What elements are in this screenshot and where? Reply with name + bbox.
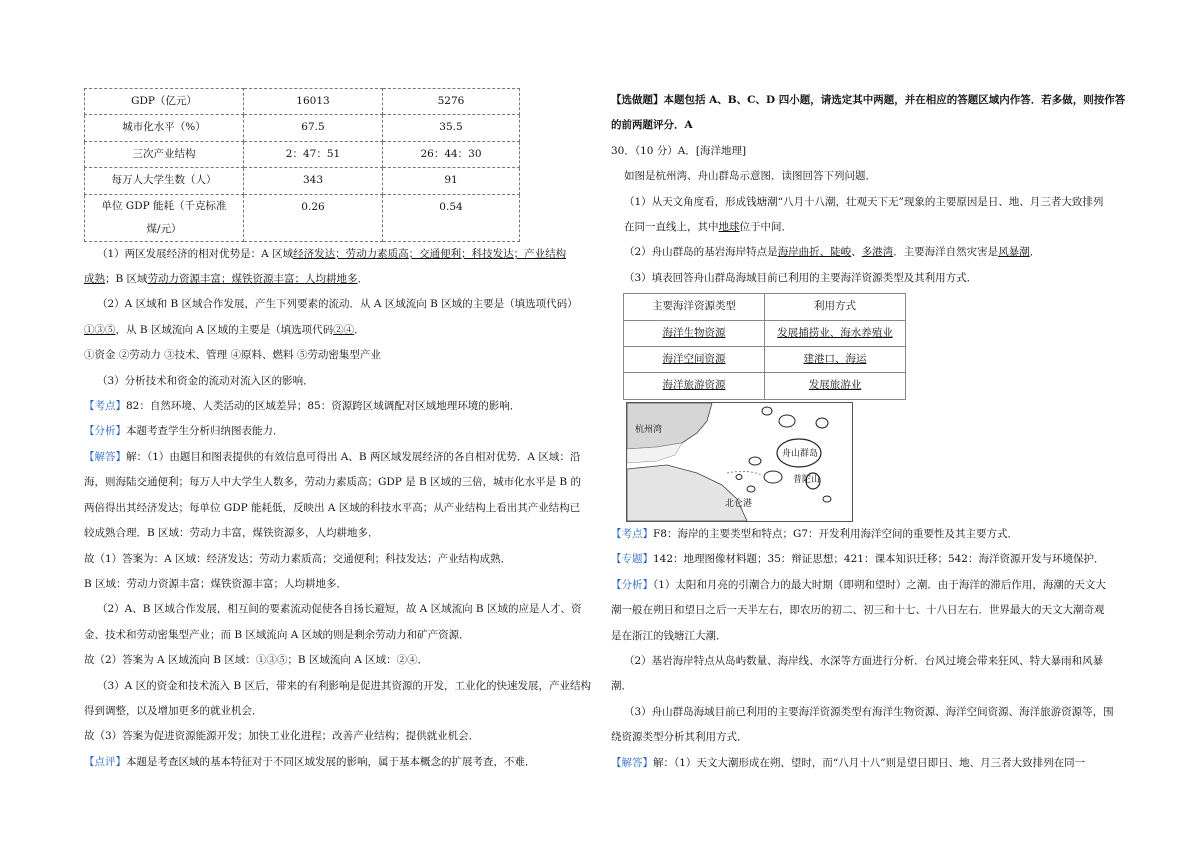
question-text: ．: [357, 273, 369, 286]
table-row: [85, 115, 520, 141]
jieda-tag: 【解答】: [611, 756, 653, 769]
fenxi-text: （1）太阳和月亮的引潮合力的最大时期（即朔和望时）之潮．由于海洋的滞后作用，海潮的天文大: [653, 578, 1106, 591]
map-label-hangzhou: 杭州湾: [635, 424, 663, 435]
dianping-line: [84, 750, 589, 775]
table-row: [624, 347, 906, 373]
table-cell: 67.5: [244, 115, 383, 141]
question-text: ．: [354, 323, 365, 336]
jieda-line: 两倍得出其经济发达；每单位 GDP 能耗低，反映出 A 区域的科技水平高；从产业结构上看出其产业结构已: [84, 501, 581, 514]
table-cell: 发展捕捞业、海水养殖业: [765, 320, 906, 346]
fenxi-text: 本题考查学生分析归纳图表能力．: [126, 425, 284, 438]
kaodian-text: F8：海岸的主要类型和特点；G7：开发利用海洋空间的重要性及其主要方式．: [653, 527, 1019, 540]
table-row: [85, 194, 520, 241]
answer-blank: ②④: [333, 323, 355, 336]
table-cell: 16013: [244, 89, 383, 115]
kaodian-line: [84, 394, 589, 419]
question-3-line: （3）填表回答舟山群岛海域目前已利用的主要海洋资源类型及其利用方式．: [624, 271, 978, 284]
answer-blank: 成熟: [84, 273, 105, 286]
explanation-line: （2）A、B 区域合作发展，相互间的要素流动促使各自扬长避短，故 A 区域流向 B 区域的应是人才、资: [97, 603, 582, 616]
fenxi-line: 是在浙江的钱塘江大潮．: [611, 629, 727, 642]
fenxi-line: 潮．: [611, 680, 632, 693]
answer-line: B 区域：劳动力资源丰富；煤铁资源丰富；人均耕地多．: [84, 577, 348, 590]
answer-line: 故（2）答案为 A 区域流向 B 区域：①③⑤；B 区域流向 A 区域：②④．: [84, 654, 429, 667]
question-text: ，从 B 区域流向 A 区域的主要是（填选项代码: [115, 323, 334, 336]
answer-line: 故（3）答案为促进资源能源开发；加快工业化进程；改善产业结构；提供就业机会．: [84, 730, 480, 743]
zhuanti-tag: 【专题】: [611, 553, 653, 566]
answer-blank: 海岸曲折、陡峻: [777, 246, 852, 259]
table-row: [624, 320, 906, 346]
table-cell: GDP（亿元）: [85, 89, 244, 115]
table-cell: 发展旅游业: [765, 373, 906, 399]
fenxi-line: 绕资源类型分析其利用方式．: [611, 731, 748, 744]
table-cell: 26：44：30: [383, 141, 520, 167]
table-cell: 海洋生物资源: [624, 320, 765, 346]
answer-line: 故（1）答案为：A 区域：经济发达；劳动力素质高；交通便利；科技发达；产业结构成熟．: [84, 552, 512, 565]
question-30-title: 30．（10 分）A．[海洋地理]: [611, 144, 747, 157]
jieda-text: 解：（1）天文大潮形成在朔、望时，而“八月十八”则是望日即日、地、月三者大致排列在同一: [653, 756, 1086, 769]
fenxi-line: [84, 419, 589, 444]
fenxi-line: （2）基岩海岸特点从岛屿数量、海岸线、水深等方面进行分析．台风过境会带来狂风、特大暴雨和风暴: [624, 654, 1104, 667]
table-row: [85, 141, 520, 167]
map-label-beilun: 北仑港: [725, 498, 753, 509]
question-2-line: （2）A 区域和 B 区域合作发展，产生下列要素的流动．从 A 区域流向 B 区域的主要是（填选项代码）: [97, 298, 578, 311]
map-label-zhoushan: 舟山群岛: [782, 448, 819, 459]
answer-blank: ①③⑤: [84, 323, 116, 336]
table-cell: 海洋旅游资源: [624, 373, 765, 399]
gdp-comparison-table: [84, 88, 520, 242]
kaodian-tag: 【考点】: [84, 400, 126, 413]
left-column: [84, 88, 589, 775]
answer-blank: 劳动力资源丰富；煤铁资源丰富；人均耕地多: [147, 273, 358, 286]
table-header-cell: 主要海洋资源类型: [624, 294, 765, 320]
jieda-text: 解：（1）由题目和图表提供的有效信息可得出 A、B 两区域发展经济的各自相对优势．A 区域：沿: [126, 450, 581, 463]
dianping-tag: 【点评】: [84, 755, 126, 768]
table-header-cell: 利用方式: [765, 294, 906, 320]
table-cell: 0.26: [244, 194, 383, 241]
question-1-line: （1）从天文角度看，形成钱塘潮“八月十八潮，壮观天下无”现象的主要原因是日、地、月三者大致排列: [624, 195, 1104, 208]
question-text: ；B 区域: [105, 273, 148, 286]
question-text: 、: [851, 246, 862, 259]
kaodian-line: [611, 522, 1116, 547]
question-3-line: （3）分析技术和资金的流动对流入区的影响．: [97, 374, 314, 387]
table-cell: 建港口、海运: [765, 347, 906, 373]
answer-blank: 风暴潮: [998, 246, 1030, 259]
fenxi-line: 潮一般在朔日和望日之后一天半左右，即农历的初二、初三和十七、十八日左右．世界最大的天文大潮奇观: [611, 604, 1105, 617]
question-text: 在同一直线上，其中: [624, 221, 719, 234]
intro-line: 如图是杭州湾、舟山群岛示意图．读图回答下列问题．: [624, 170, 876, 183]
xuanzuo-line: 的前两题评分．A: [611, 119, 693, 132]
fenxi-line: （3）舟山群岛海域目前已利用的主要海洋资源类型有海洋生物资源、海洋空间资源、海洋旅游资源等，围: [624, 705, 1114, 718]
table-cell: 三次产业结构: [85, 141, 244, 167]
table-cell: 海洋空间资源: [624, 347, 765, 373]
kaodian-tag: 【考点】: [611, 527, 653, 540]
explanation-line: （3）A 区的资金和技术流入 B 区后，带来的有利影响是促进其资源的开发，工业化的快速发展，产业结构: [97, 679, 591, 692]
hangzhou-bay-map: [626, 402, 853, 522]
jieda-line: 海，则海陆交通便利；每万人中大学生人数多，劳动力素质高；GDP 是 B 区域的三倍，城市化水平是 B 的: [84, 476, 581, 489]
table-row: [624, 373, 906, 399]
table-row: [85, 89, 520, 115]
table-cell: [85, 194, 244, 241]
question-text: 位于中间．: [739, 221, 792, 234]
question-2-line: [84, 318, 589, 343]
map-label-putuo: 普陀山: [793, 474, 821, 485]
question-2-line: [611, 240, 1116, 265]
explanation-line: 得到调整，以及增加更多的就业机会．: [84, 704, 263, 717]
answer-blank: 地球: [718, 221, 740, 234]
jieda-tag: 【解答】: [84, 450, 126, 463]
answer-blank: 经济发达；劳动力素质高；交通便利；科技发达；产业结构: [293, 247, 567, 260]
table-cell-text: 单位 GDP 能耗（千克标准煤/元）: [101, 199, 227, 235]
kaodian-text: 82：自然环境、人类活动的区域差异；85：资源跨区域调配对区域地理环境的影响．: [126, 400, 521, 413]
question-text: （2）舟山群岛的基岩海岸特点是: [624, 246, 778, 259]
jieda-line: [84, 445, 589, 470]
zhuanti-text: 142：地理图像材料题；35：辩证思想；421：课本知识迁移；542：海洋资源开发与环境保护．: [653, 553, 1105, 566]
question-1-line: [611, 215, 1116, 240]
zhuanti-line: [611, 547, 1116, 572]
question-text: ．主要海洋自然灾害是: [893, 246, 999, 259]
options-line: ①资金 ②劳动力 ③技术、管理 ④原料、燃料 ⑤劳动密集型产业: [84, 349, 381, 362]
explanation-line: 金、技术和劳动密集型产业；而 B 区域流向 A 区域的则是剩余劳动力和矿产资源．: [84, 628, 470, 641]
table-header-row: [624, 294, 906, 320]
table-cell: 91: [383, 168, 520, 194]
table-cell: 5276: [383, 89, 520, 115]
fenxi-tag: 【分析】: [611, 578, 653, 591]
fenxi-tag: 【分析】: [84, 425, 126, 438]
table-cell: 35.5: [383, 115, 520, 141]
table-cell: 0.54: [383, 194, 520, 241]
answer-blank: 多港湾: [861, 246, 894, 259]
question-text: （1）两区发展经济的相对优势是：A 区域: [97, 247, 294, 260]
table-cell: 城市化水平（%）: [85, 115, 244, 141]
question-1-line: [84, 267, 589, 292]
table-cell: 343: [244, 168, 383, 194]
dianping-text: 本题是考查区域的基本特征对于不同区域发展的影响，属于基本概念的扩展考查，不难．: [126, 755, 536, 768]
jieda-line: 较成熟合理．B 区域：劳动力丰富，煤铁资源多，人均耕地多．: [84, 527, 379, 540]
jieda-line: [611, 751, 1116, 776]
question-1-line: [84, 242, 589, 267]
xuanzuo-line: 【选做题】本题包括 A、B、C、D 四小题，请选定其中两题，并在相应的答题区域内作答．若多做，则按作答: [611, 94, 1126, 106]
marine-resources-table: [623, 293, 906, 400]
table-row: [85, 168, 520, 194]
right-column: [611, 88, 1126, 776]
table-cell: 2：47：51: [244, 141, 383, 167]
table-cell: 每万人大学生数（人）: [85, 168, 244, 194]
fenxi-line: [611, 573, 1116, 598]
question-text: ．: [1029, 246, 1041, 259]
